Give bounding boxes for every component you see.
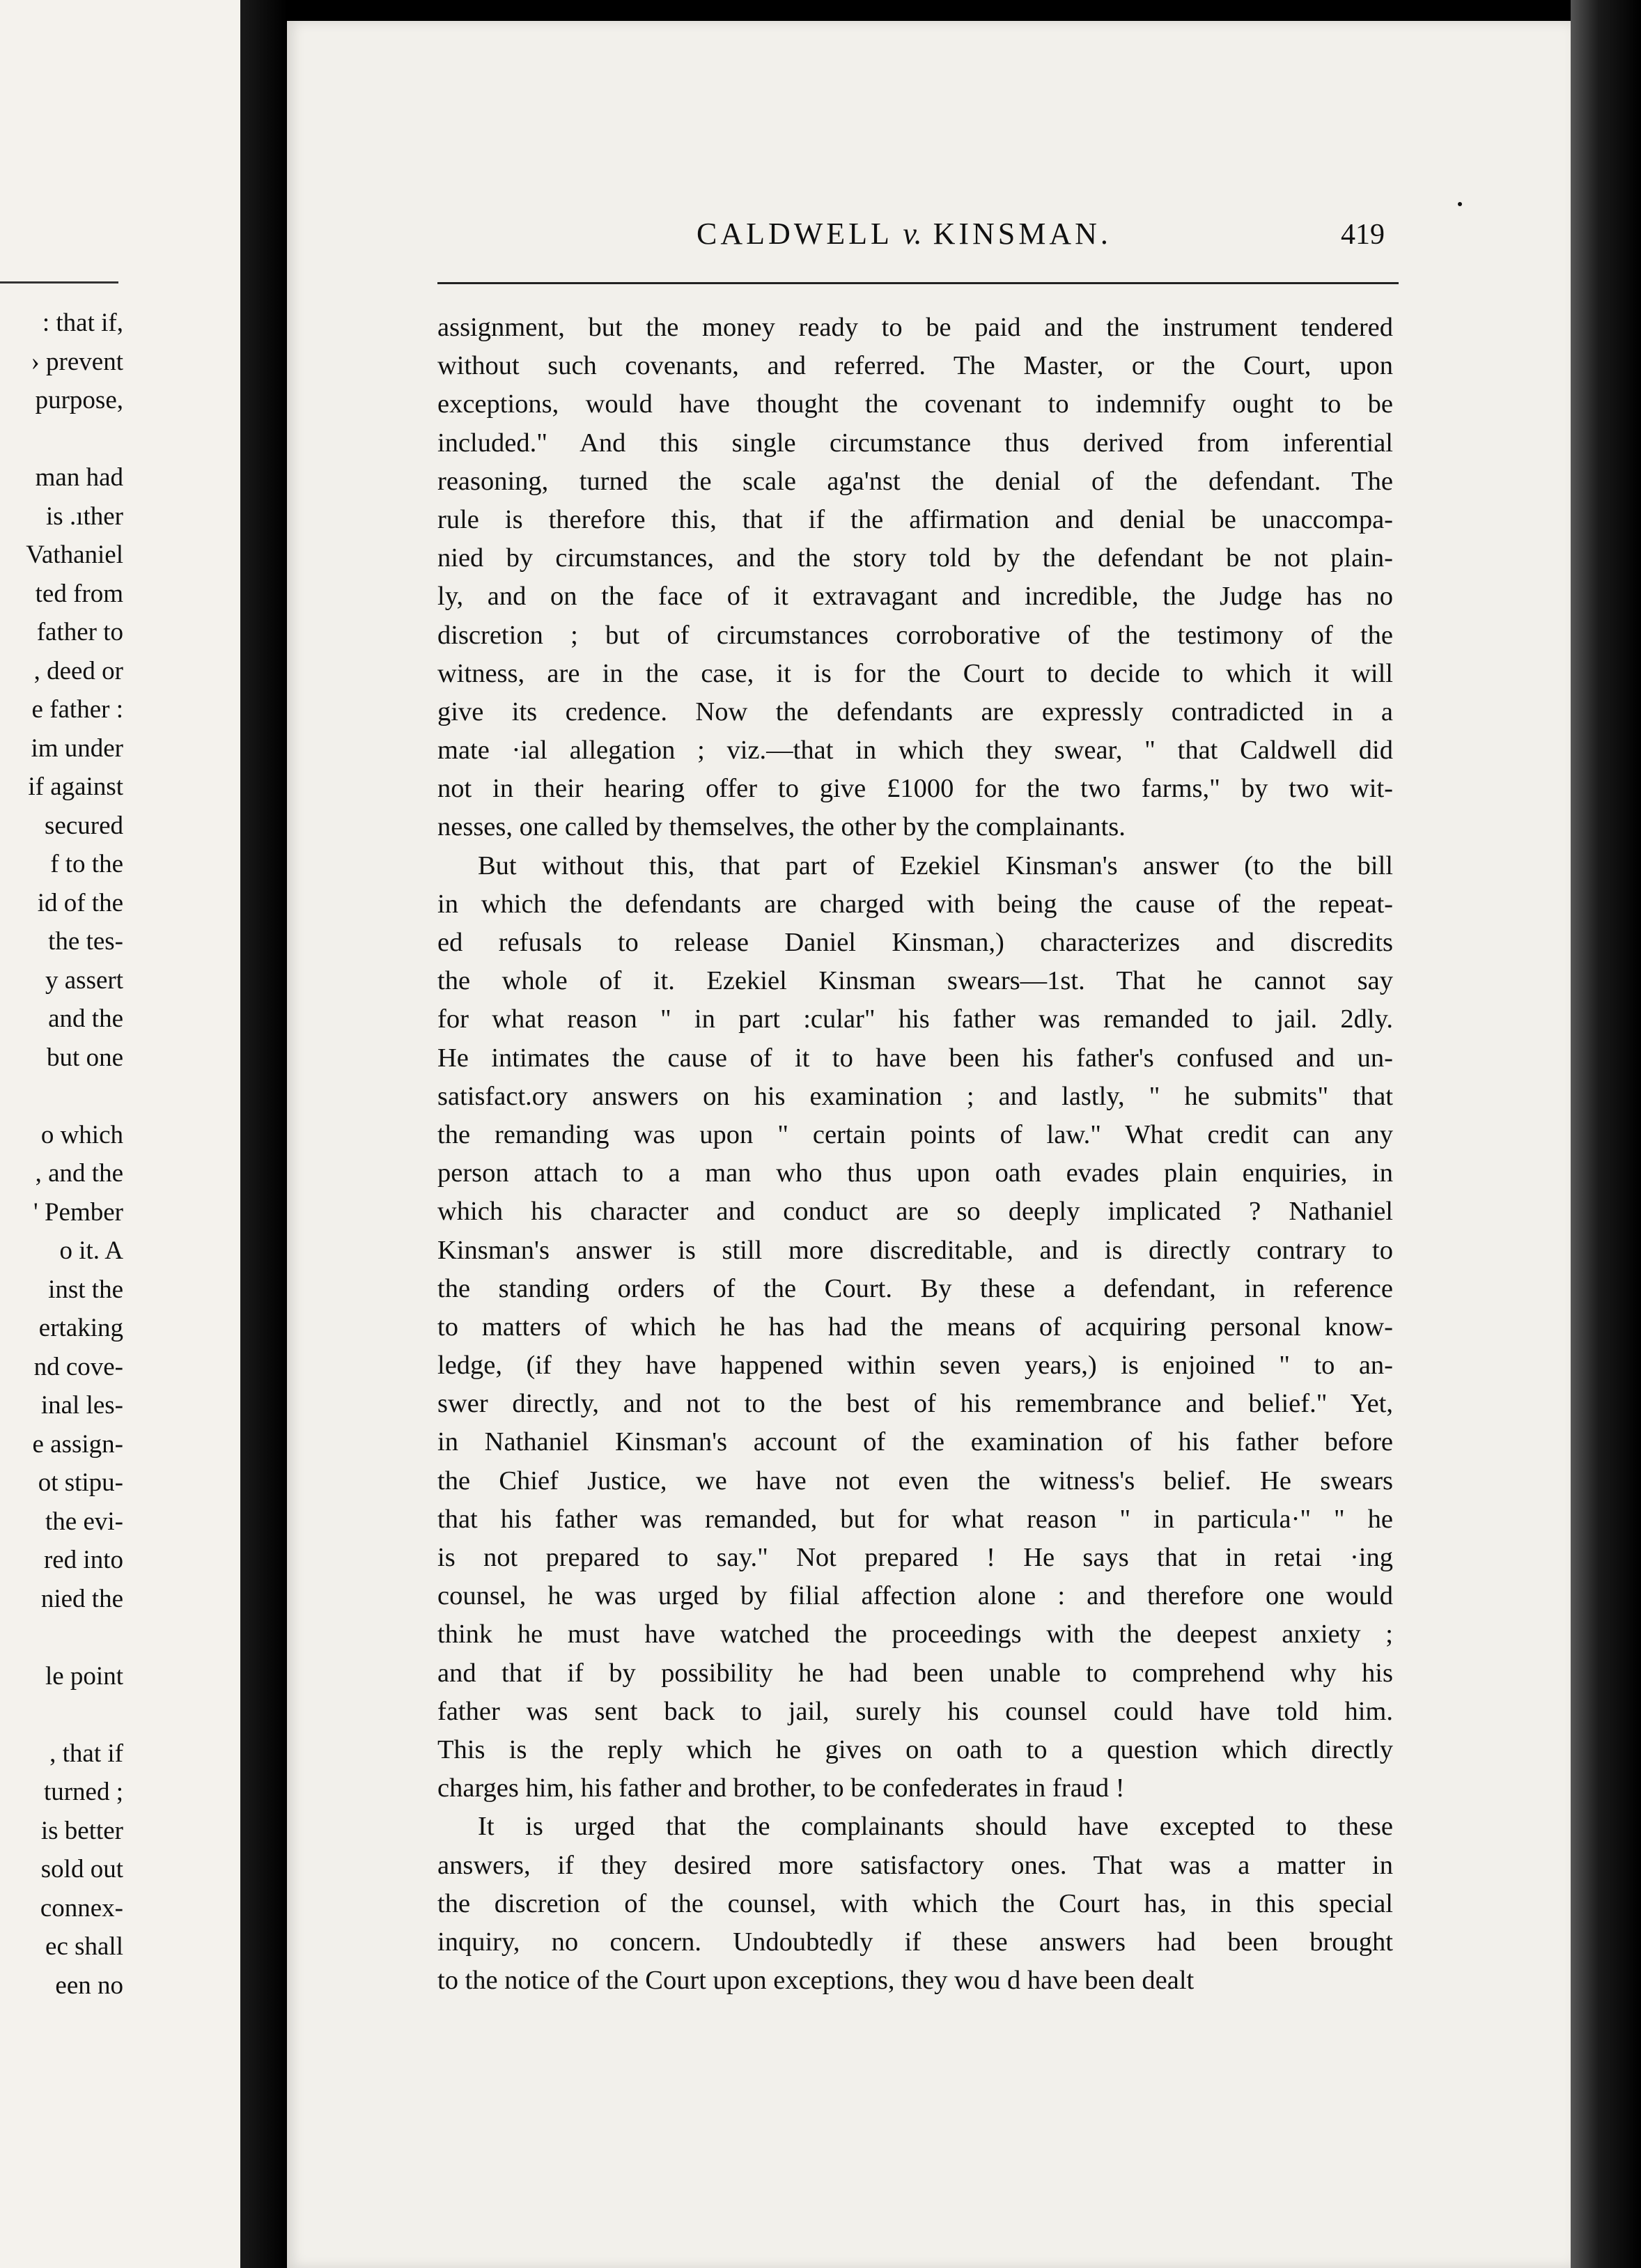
left-page-line: but one — [47, 1043, 123, 1072]
left-page-line: father to — [36, 618, 123, 646]
text-line: included." And this single circumstance thus derived from inferential — [437, 428, 1393, 458]
paragraph — [437, 847, 1393, 1808]
text-line: which his character and conduct are so deeply implicated ? Nathaniel — [437, 1197, 1393, 1227]
paragraph — [437, 309, 1393, 847]
left-page-line: nd cove- — [33, 1352, 123, 1381]
text-line: and that if by possibility he had been unable to comprehend why his — [437, 1658, 1393, 1688]
text-line: ledge, (if they have happened within seven years,) is enjoined " to an- — [437, 1351, 1393, 1381]
text-line: the standing orders of the Court. By these a defendant, in reference — [437, 1273, 1393, 1303]
running-head-versus: v. — [903, 217, 922, 251]
text-line: without such covenants, and referred. The Master, or the Court, upon — [437, 351, 1393, 381]
left-page-line: ertaking — [38, 1314, 123, 1342]
left-page-line: turned ; — [43, 1778, 123, 1806]
left-page-line: the tes- — [48, 927, 123, 956]
left-page-line: o which — [40, 1120, 123, 1149]
page-number: 419 — [1341, 219, 1385, 251]
left-page-line: e father : — [31, 695, 123, 724]
left-page-line: Vathaniel — [26, 541, 123, 569]
text-line: the remanding was upon " certain points of law." What credit can any — [437, 1119, 1393, 1149]
text-line: for what reason " in part :cular" his father was remanded to jail. 2dly. — [437, 1004, 1393, 1034]
text-line: nesses, one called by themselves, the other by the complainants. — [437, 812, 1126, 842]
left-page-line: ec shall — [45, 1932, 123, 1961]
left-page-line: man had — [35, 463, 123, 492]
text-line: give its credence. Now the defendants are expressly contradicted in a — [437, 697, 1393, 727]
text-line: the whole of it. Ezekiel Kinsman swears—1st. That he cannot say — [437, 966, 1393, 996]
scan-speck — [1458, 202, 1462, 206]
text-line: in which the defendants are charged with being the cause of the repeat- — [437, 889, 1393, 919]
left-page-line: , deed or — [33, 656, 123, 685]
text-line: rule is therefore this, that if the affirmation and denial be unaccompa- — [437, 504, 1393, 534]
text-line: But without this, that part of Ezekiel Kinsman's answer (to the bill — [478, 850, 1393, 880]
left-page-line: ' Pember — [33, 1197, 123, 1227]
text-line: assignment, but the money ready to be paid and the instrument tendered — [437, 313, 1393, 342]
left-page-line: o it. A — [59, 1236, 123, 1265]
left-page-line: connex- — [40, 1893, 123, 1923]
left-page-line: im under — [31, 733, 123, 763]
left-page-line: red into — [43, 1546, 123, 1574]
text-line: He intimates the cause of it to have been his father's confused and un- — [437, 1043, 1393, 1073]
left-page-line: ot stipu- — [38, 1468, 123, 1497]
text-line: to the notice of the Court upon exceptions, they wou d have been dealt — [437, 1966, 1195, 1996]
text-line: is not prepared to say." Not prepared ! He says that in retai ·ing — [437, 1543, 1393, 1572]
text-line: Kinsman's answer is still more discreditable, and is directly contrary to — [437, 1235, 1393, 1265]
left-page-line: sold out — [40, 1855, 123, 1883]
text-line: father was sent back to jail, surely his counsel could have told him. — [437, 1696, 1393, 1726]
book-spine-shadow — [240, 0, 287, 2268]
text-line: the Chief Justice, we have not even the witness's belief. He swears — [437, 1466, 1393, 1496]
left-page-line: inst the — [48, 1275, 123, 1304]
left-page-line: f to the — [50, 850, 123, 878]
left-page-line — [0, 1695, 240, 1734]
page-edge-shadow — [1571, 0, 1641, 2268]
text-line: exceptions, would have thought the covenant to indemnify ought to be — [437, 389, 1393, 419]
left-page-line: if against — [28, 772, 123, 801]
text-line: the discretion of the counsel, with which the Court has, in this special — [437, 1888, 1393, 1918]
running-head-left: CALDWELL — [697, 217, 892, 251]
left-page-line: y assert — [45, 965, 123, 995]
body-text — [437, 309, 1393, 2000]
left-page-line: secured — [45, 811, 123, 840]
text-line: witness, are in the case, it is for the Court to decide to which it will — [437, 658, 1393, 688]
left-page-line: ted from — [35, 579, 123, 608]
left-page-line: inal les- — [40, 1391, 123, 1420]
text-line: in Nathaniel Kinsman's account of the examination of his father before — [437, 1427, 1393, 1457]
text-line: charges him, his father and brother, to be confederates in fraud ! — [437, 1773, 1125, 1803]
left-page-line: e assign- — [32, 1429, 123, 1459]
left-page-line: is .ıther — [46, 502, 123, 531]
text-line: answers, if they desired more satisfactory ones. That was a matter in — [437, 1850, 1393, 1880]
text-line: nied by circumstances, and the story told by the defendant be not plain- — [437, 543, 1393, 573]
left-page-line: le point — [45, 1661, 123, 1691]
text-line: that his father was remanded, but for what reason " in particula·" " he — [437, 1504, 1393, 1534]
left-page-line: is better — [40, 1816, 123, 1845]
text-line: counsel, he was urged by filial affection alone : and therefore one would — [437, 1581, 1393, 1611]
text-line: This is the reply which he gives on oath to a question which directly — [437, 1734, 1393, 1764]
left-page-line — [0, 1618, 240, 1657]
left-page-line: the evi- — [45, 1507, 123, 1536]
left-page-line: , that if — [49, 1739, 123, 1768]
left-page-line: id of the — [37, 888, 123, 917]
text-line: think he must have watched the proceedings with the deepest anxiety ; — [437, 1620, 1393, 1649]
text-line: ed refusals to release Daniel Kinsman,) characterizes and discredits — [437, 928, 1393, 957]
text-line: mate ·ial allegation ; viz.—that in which they swear, " that Caldwell did — [437, 736, 1393, 766]
text-line: It is urged that the complainants should have excepted to these — [478, 1812, 1393, 1842]
left-facing-page — [0, 0, 242, 2268]
header-rule — [437, 282, 1399, 284]
text-line: swer directly, and not to the best of his remembrance and belief." Yet, — [437, 1389, 1393, 1419]
left-page-line: , and the — [35, 1159, 123, 1188]
left-page-line: and the — [48, 1004, 123, 1033]
left-page-line — [0, 420, 240, 459]
text-line: discretion ; but of circumstances corroborative of the testimony of the — [437, 620, 1393, 650]
paragraph — [437, 1808, 1393, 2000]
text-line: to matters of which he has had the means of acquiring personal know- — [437, 1312, 1393, 1342]
left-page-line: : that if, — [42, 309, 123, 337]
text-line: ly, and on the face of it extravagant and incredible, the Judge has no — [437, 582, 1393, 612]
text-line: satisfact.ory answers on his examination ; and lastly, " he submits" that — [437, 1081, 1393, 1111]
running-head-right: KINSMAN. — [933, 217, 1112, 251]
left-page-line: een no — [55, 1971, 123, 2000]
left-page-line: nied the — [40, 1584, 123, 1613]
left-page-line: purpose, — [35, 386, 123, 414]
text-line: not in their hearing offer to give £1000 for the two farms," by two wit- — [437, 774, 1393, 804]
left-page-rule — [0, 281, 118, 284]
text-line: reasoning, turned the scale aga'nst the denial of the defendant. The — [437, 466, 1393, 496]
left-page-text-fragments — [0, 304, 240, 2005]
left-page-line: › prevent — [31, 347, 123, 376]
running-head — [697, 216, 1112, 251]
text-line: person attach to a man who thus upon oath evades plain enquiries, in — [437, 1158, 1393, 1188]
left-page-line — [0, 1077, 240, 1116]
text-line: inquiry, no concern. Undoubtedly if these answers had been brought — [437, 1927, 1393, 1957]
